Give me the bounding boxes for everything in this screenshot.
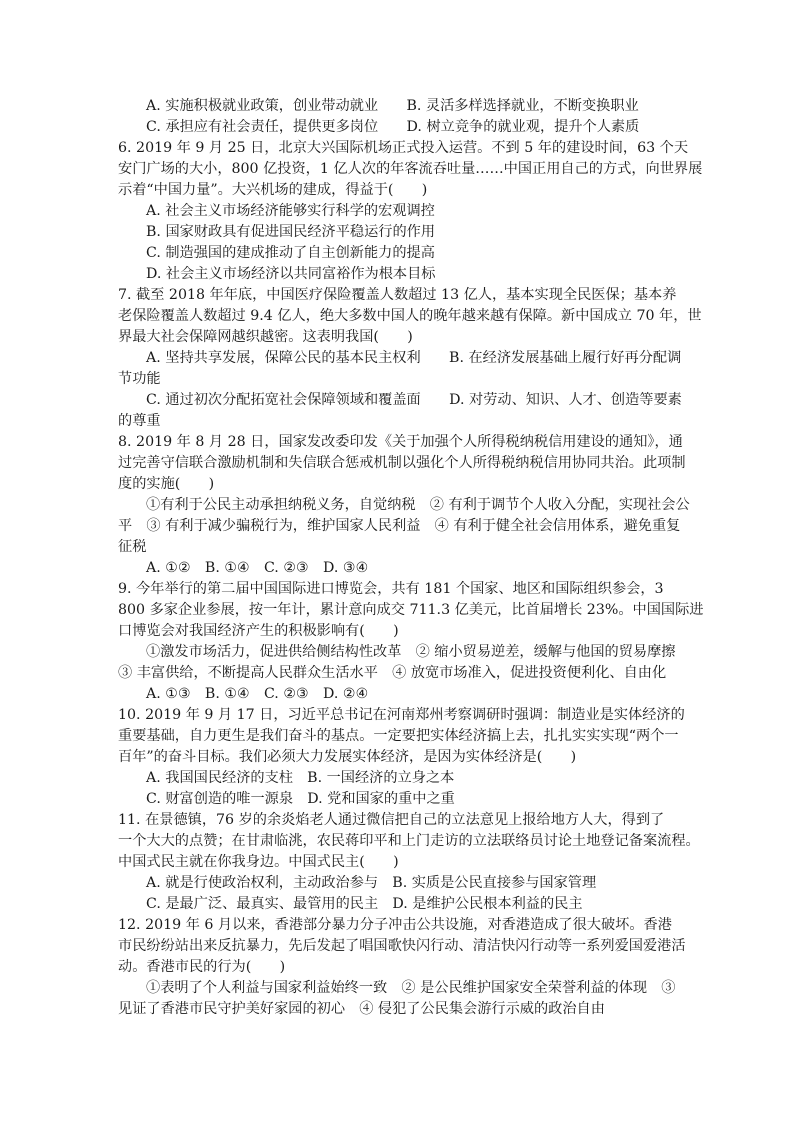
q7-options-cd-cont: 的尊重	[118, 413, 161, 429]
q8-statements-line-3: 征税	[118, 539, 147, 555]
q8-stem-line-1: 8. 2019 年 8 月 28 日，国家发改委印发《关于加强个人所得税纳税信用建设的通知》，通	[118, 434, 683, 450]
q5-options-ab: A. 实施积极就业政策，创业带动就业 B. 灵活多样选择就业，不断变换职业	[146, 98, 639, 114]
q9-stem-line-2: 800 多家企业参展，按一年计，累计意向成交 711.3 亿美元，比首届增长 23%。中国国际进	[118, 602, 704, 618]
q7-options-ab-cont: 节功能	[118, 371, 161, 387]
q12-stem-line-1: 12. 2019 年 6 月以来，香港部分暴力分子冲击公共设施，对香港造成了很大破坏。香港	[118, 917, 672, 933]
q7-stem-line-1: 7. 截至 2018 年年底，中国医疗保险覆盖人数超过 13 亿人，基本实现全民医保；基本养	[118, 287, 677, 303]
q6-stem-line-3: 示着“中国力量”。大兴机场的建成，得益于( )	[118, 182, 428, 198]
q9-options: A. ①③ B. ①④ C. ②③ D. ②④	[146, 686, 369, 702]
q6-option-b: B. 国家财政具有促进国民经济平稳运行的作用	[146, 224, 436, 240]
q10-stem-line-2: 重要基础，自力更生是我们奋斗的基点。一定要把实体经济搞上去，扎扎实实实现“两个一	[118, 728, 679, 744]
q11-stem-line-3: 中国式民主就在你我身边。中国式民主( )	[118, 854, 399, 870]
q7-stem-line-3: 界最大社会保障网越织越密。这表明我国( )	[118, 329, 413, 345]
q9-stem-line-3: 口博览会对我国经济产生的积极影响有( )	[118, 623, 399, 639]
q11-stem-line-1: 11. 在景德镇，76 岁的余炎焰老人通过微信把自己的立法意见上报给地方人大，得到了	[118, 812, 665, 828]
q11-options-ab: A. 就是行使政治权利，主动政治参与 B. 实质是公民直接参与国家管理	[146, 875, 597, 891]
q8-stem-line-2: 过完善守信联合激励机制和失信联合惩戒机制以强化个人所得税纳税信用协同共治。此项制	[118, 455, 686, 471]
q7-stem-line-2: 老保险覆盖人数超过 9.4 亿人，绝大多数中国人的晚年越来越有保障。新中国成立 70 年，世	[118, 308, 702, 324]
q9-statements-line-2: ③ 丰富供给，不断提高人民群众生活水平 ④ 放宽市场准入，促进投资便利化、自由化	[118, 665, 667, 681]
q12-statements-line-1: ①表明了个人利益与国家利益始终一致 ② 是公民维护国家安全荣誉利益的体现 ③	[146, 980, 676, 996]
q12-statements-line-2: 见证了香港市民守护美好家园的初心 ④ 侵犯了公民集会游行示威的政治自由	[118, 1001, 605, 1017]
q8-stem-line-3: 度的实施( )	[118, 476, 215, 492]
q12-stem-line-3: 动。香港市民的行为( )	[118, 959, 286, 975]
q8-statements-line-2: 平 ③ 有利于减少骗税行为，维护国家人民利益 ④ 有利于健全社会信用体系，避免重复	[118, 518, 681, 534]
q9-statements-line-1: ①激发市场活力，促进供给侧结构性改革 ② 缩小贸易逆差，缓解与他国的贸易摩擦	[146, 644, 676, 660]
q10-options-cd: C. 财富创造的唯一源泉 D. 党和国家的重中之重	[146, 791, 455, 807]
q6-option-d: D. 社会主义市场经济以共同富裕作为根本目标	[146, 266, 436, 282]
q6-option-c: C. 制造强国的建成推动了自主创新能力的提高	[146, 245, 435, 261]
q6-stem-line-1: 6. 2019 年 9 月 25 日，北京大兴国际机场正式投入运营。不到 5 年的建设时间，63 个天	[118, 140, 689, 156]
q12-stem-line-2: 市民纷纷站出来反抗暴力，先后发起了唱国歌快闪行动、清洁快闪行动等一系列爱国爱港活	[118, 938, 686, 954]
q6-stem-line-2: 安门广场的大小，800 亿投资，1 亿人次的年客流吞吐量……中国正用自己的方式，向世界展	[118, 161, 703, 177]
q11-options-cd: C. 是最广泛、最真实、最管用的民主 D. 是维护公民根本利益的民主	[146, 896, 583, 912]
q5-options-cd: C. 承担应有社会责任，提供更多岗位 D. 树立竞争的就业观，提升个人素质	[146, 119, 640, 135]
q7-options-ab: A. 坚持共享发展，保障公民的基本民主权利 B. 在经济发展基础上履行好再分配调	[146, 350, 682, 366]
q9-stem-line-1: 9. 今年举行的第二届中国国际进口博览会，共有 181 个国家、地区和国际组织参会，3	[118, 581, 664, 597]
q10-stem-line-1: 10. 2019 年 9 月 17 日，习近平总书记在河南郑州考察调研时强调：制造业是实体经济的	[118, 707, 685, 723]
q11-stem-line-2: 一个大大的点赞；在甘肃临洮，农民蒋印平和上门走访的立法联络员讨论土地登记备案流程。	[118, 833, 700, 849]
q10-options-ab: A. 我国国民经济的支柱 B. 一国经济的立身之本	[146, 770, 455, 786]
q10-stem-line-3: 百年”的奋斗目标。我们必须大力发展实体经济，是因为实体经济是( )	[118, 749, 577, 765]
q8-options: A. ①② B. ①④ C. ②③ D. ③④	[146, 560, 369, 576]
q7-options-cd: C. 通过初次分配拓宽社会保障领域和覆盖面 D. 对劳动、知识、人才、创造等要素	[146, 392, 682, 408]
q6-option-a: A. 社会主义市场经济能够实行科学的宏观调控	[146, 203, 435, 219]
q8-statements-line-1: ①有利于公民主动承担纳税义务，自觉纳税 ② 有利于调节个人收入分配，实现社会公	[146, 497, 690, 513]
